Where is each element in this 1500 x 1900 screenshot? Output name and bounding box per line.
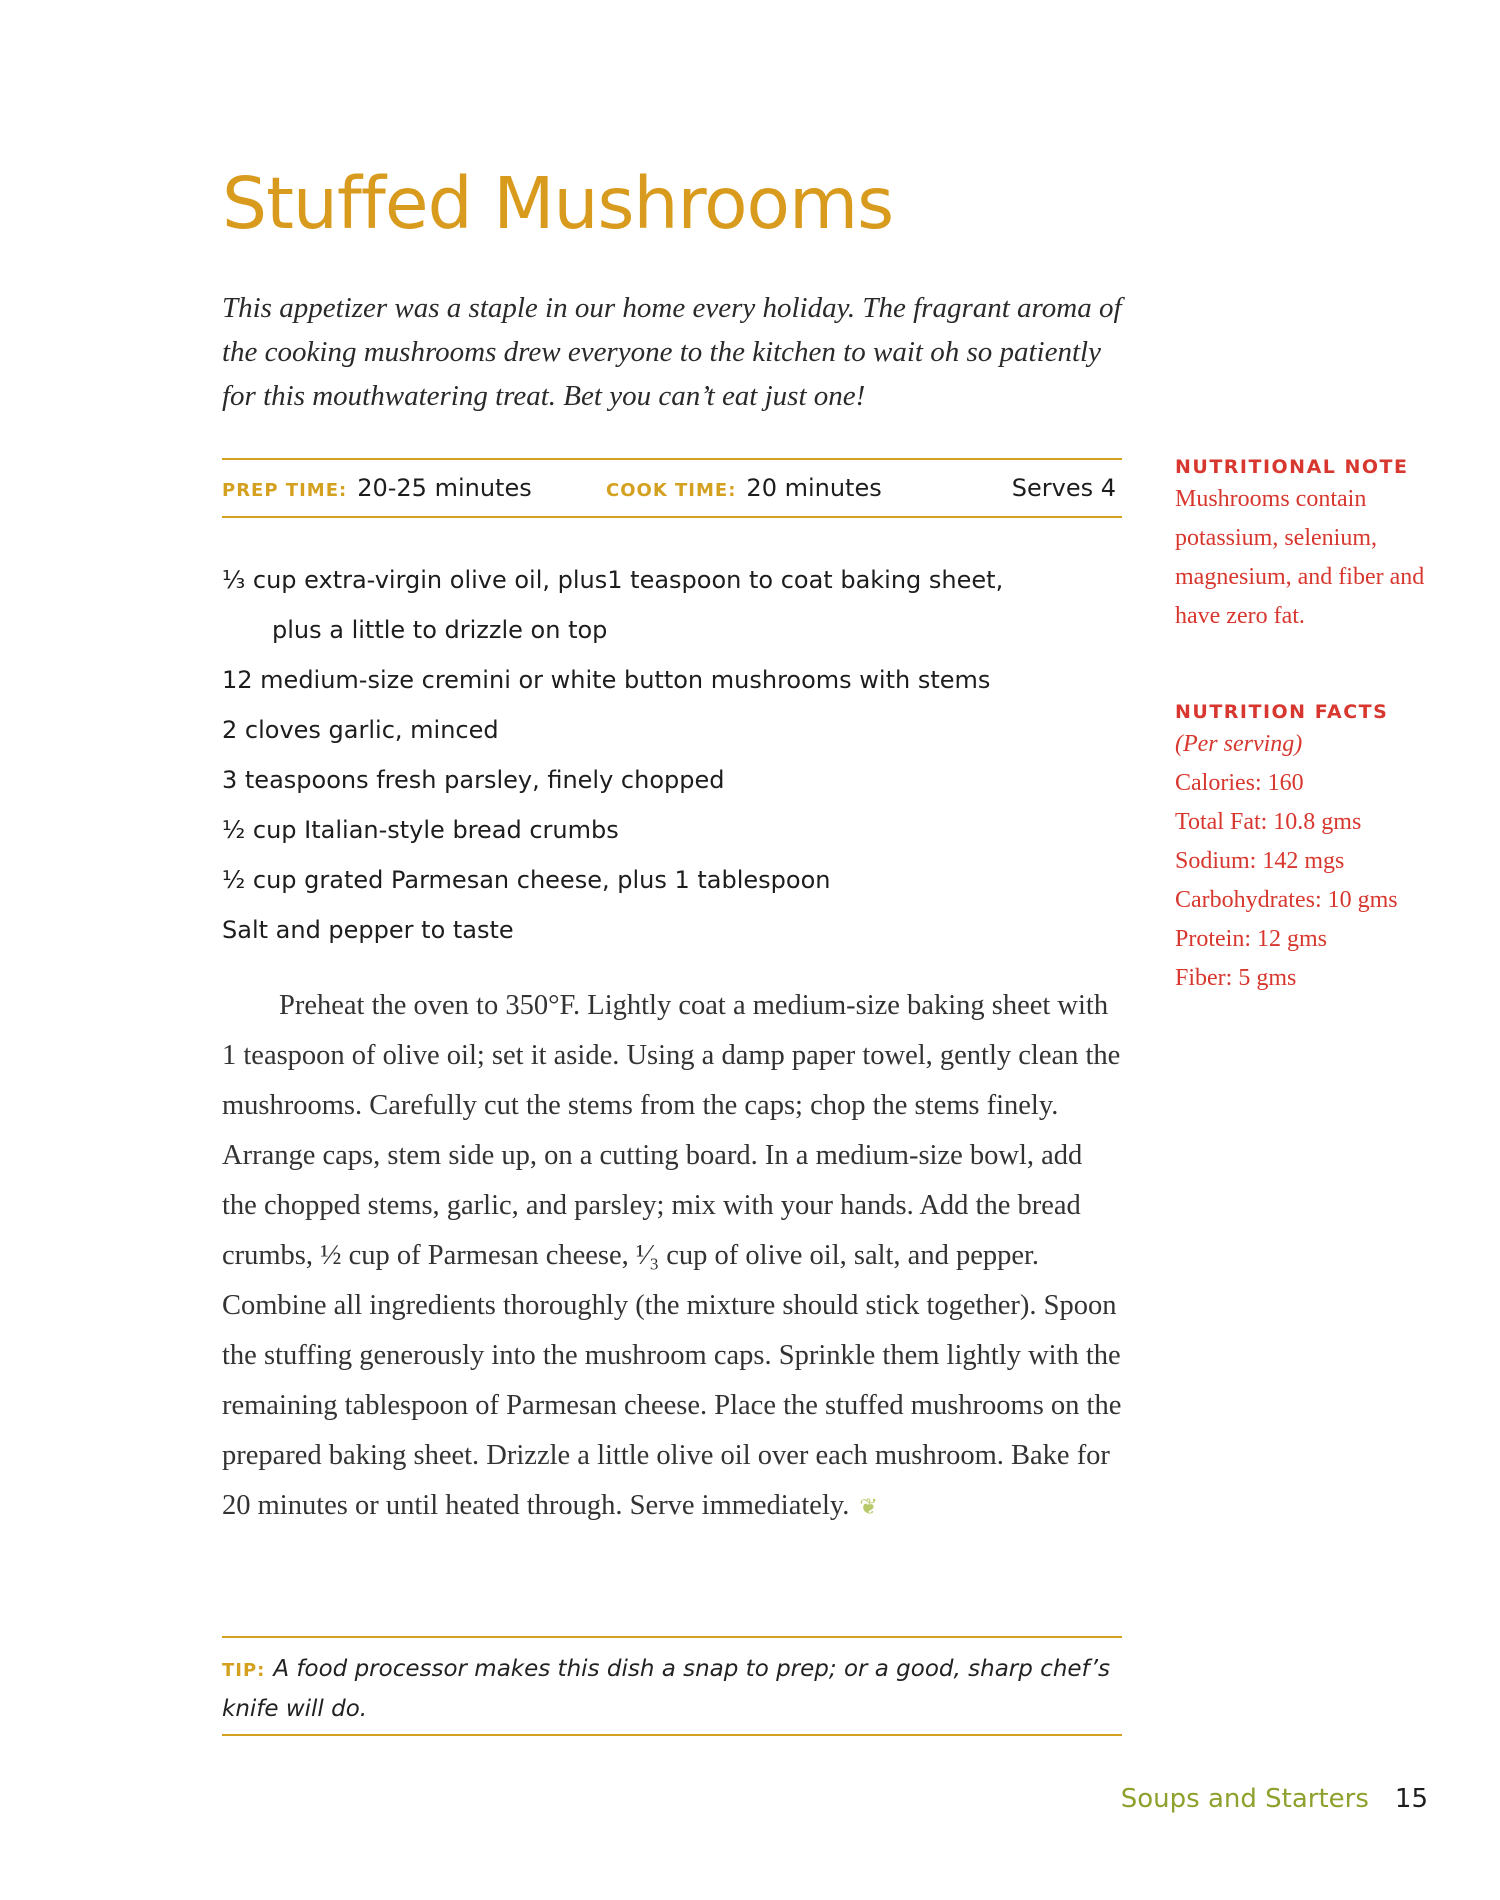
ingredient-item: 2 cloves garlic, minced xyxy=(222,716,499,744)
prep-time-label: PREP TIME: xyxy=(222,480,348,501)
nutrition-facts-heading: NUTRITION FACTS xyxy=(1175,701,1389,723)
ingredient-item: Salt and pepper to taste xyxy=(222,916,514,944)
recipe-directions xyxy=(222,981,1122,1532)
prep-time xyxy=(222,474,532,502)
nutrition-fact: Carbohydrates: 10 gms xyxy=(1175,887,1398,913)
recipe-intro: This appetizer was a staple in our home every holiday. The fragrant aroma of the cooking mushrooms drew everyone to the kitchen to wait oh so patiently for this mouthwatering treat. Bet you can’t eat just one! xyxy=(222,292,1122,412)
page-footer xyxy=(1121,1784,1428,1814)
sprig-ornament-icon: ❦ xyxy=(859,1494,878,1519)
nutrition-facts xyxy=(1175,701,1435,998)
recipe-title: Stuffed Mushrooms xyxy=(222,162,894,245)
ingredient-item: 3 teaspoons fresh parsley, finely chopped xyxy=(222,766,725,794)
nutrition-fact-serving: (Per serving) xyxy=(1175,731,1303,757)
nutrition-fact: Sodium: 142 mgs xyxy=(1175,848,1345,874)
nutritional-note-text: Mushrooms contain potassium, selenium, magnesium, and fiber and have zero fat. xyxy=(1175,486,1425,629)
nutritional-note-heading: NUTRITIONAL NOTE xyxy=(1175,456,1409,478)
recipe-meta-bar xyxy=(222,458,1122,518)
servings: Serves 4 xyxy=(1011,474,1116,502)
nutrition-fact: Total Fat: 10.8 gms xyxy=(1175,809,1362,835)
tip-text: A food processor makes this dish a snap to prep; or a good, sharp chef’s knife will do. xyxy=(222,1656,1110,1722)
page-number: 15 xyxy=(1394,1784,1428,1814)
cook-time-label: COOK TIME: xyxy=(606,480,737,501)
nutritional-note xyxy=(1175,456,1435,636)
tip-box xyxy=(222,1636,1122,1736)
nutrition-facts-list xyxy=(1175,725,1435,998)
ingredient-item: 12 medium-size cremini or white button mushrooms with stems xyxy=(222,666,991,694)
cook-time-value: 20 minutes xyxy=(746,474,882,502)
tip-label: TIP: xyxy=(222,1660,266,1681)
nutrition-fact: Fiber: 5 gms xyxy=(1175,965,1297,991)
prep-time-value: 20-25 minutes xyxy=(357,474,532,502)
directions-text: Preheat the oven to 350°F. Lightly coat a medium-size baking sheet with 1 teaspoon of olive oil; set it aside. Using a damp paper towel, gently clean the mushrooms. Carefully cut the stems from the caps; chop the stems finely. Arrange caps, stem side up, on a cutting board. In a medium-size bowl, add the chopped stems, garlic, and parsley; mix with your hands. Add the bread crumbs, ½ cup of Parmesan cheese, ¹⁄₃ cup of olive oil, salt, and pepper. Combine all ingredients thoroughly (the mixture should stick together). Spoon the stuffing generously into the mushroom caps. Sprinkle them lightly with the remaining tablespoon of Parmesan cheese. Place the stuffed mushrooms on the prepared baking sheet. Drizzle a little olive oil over each mushroom. Bake for 20 minutes or until heated through. Serve immediately. xyxy=(222,990,1122,1521)
cook-time xyxy=(606,474,882,502)
ingredient-item: ¹⁄₃ cup extra-virgin olive oil, plus1 teaspoon to coat baking sheet, xyxy=(222,566,1004,594)
nutrition-fact: Calories: 160 xyxy=(1175,770,1304,796)
footer-section-name: Soups and Starters xyxy=(1120,1784,1369,1814)
nutrition-fact: Protein: 12 gms xyxy=(1175,926,1328,952)
ingredient-item-continuation: plus a little to drizzle on top xyxy=(272,616,608,644)
ingredient-list xyxy=(222,555,1122,955)
ingredient-item: ½ cup Italian-style bread crumbs xyxy=(222,816,619,844)
ingredient-item: ½ cup grated Parmesan cheese, plus 1 tablespoon xyxy=(222,866,831,894)
